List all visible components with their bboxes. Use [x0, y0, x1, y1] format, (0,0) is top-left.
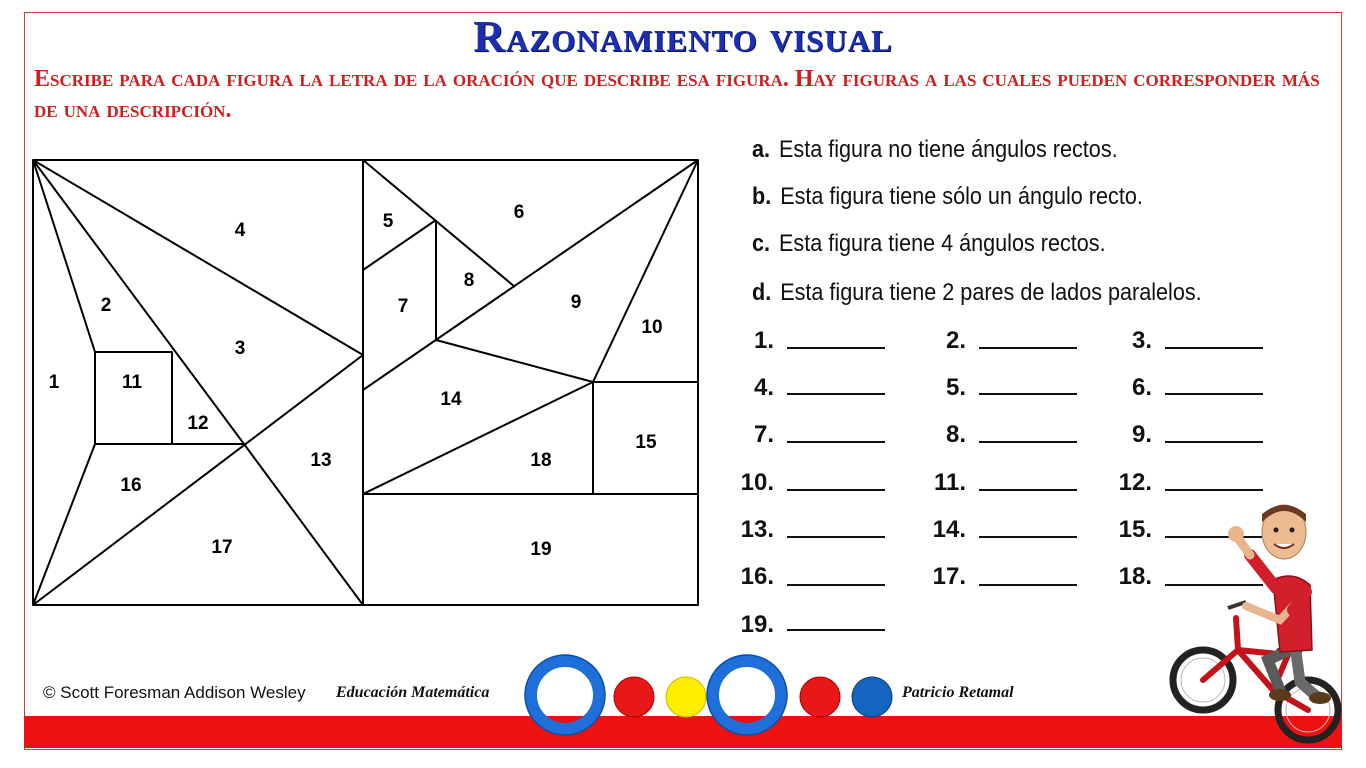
statement-d	[752, 279, 1202, 307]
statement-text: Esta figura tiene sólo un ángulo recto.	[780, 183, 1143, 210]
answer-label: 19.	[740, 611, 774, 638]
answer-label: 5.	[945, 374, 966, 401]
figure-label: 1	[48, 372, 60, 393]
instructions-text: Escribe para cada figura la letra de la oración que describe esa figura. Hay figuras a las cuales pueden corresponder más de una descripción.	[34, 66, 1320, 123]
figure-label: 18	[530, 450, 552, 471]
answer-blank[interactable]	[979, 536, 1077, 538]
answer-blank[interactable]	[979, 489, 1077, 491]
bike-rider-icon	[1168, 500, 1356, 755]
answer-blank[interactable]	[1165, 347, 1263, 349]
answer-label: 7.	[753, 421, 774, 448]
avatar-on-bike	[1168, 500, 1356, 760]
answer-label: 8.	[945, 421, 966, 448]
page-title: Razonamiento visual	[473, 12, 893, 61]
blue-dot-icon	[852, 677, 892, 717]
blue-ring-icon	[531, 661, 599, 729]
figure-canvas	[28, 155, 703, 610]
answer-blank[interactable]	[787, 393, 885, 395]
answer-label: 16.	[740, 563, 774, 590]
answer-blank[interactable]	[1165, 393, 1263, 395]
answer-label: 11.	[933, 469, 966, 496]
statement-letter: b.	[752, 183, 772, 210]
answer-blank[interactable]	[979, 441, 1077, 443]
answer-blank[interactable]	[787, 489, 885, 491]
answer-blank[interactable]	[979, 393, 1077, 395]
answer-blank[interactable]	[979, 584, 1077, 586]
blue-ring-icon	[713, 661, 781, 729]
figure-label: 14	[440, 389, 462, 410]
answer-label: 1.	[753, 327, 774, 354]
figure-label: 16	[120, 475, 142, 496]
figure-label: 4	[234, 220, 246, 241]
answer-label: 17.	[932, 563, 966, 590]
answer-blank[interactable]	[787, 584, 885, 586]
answer-label: 2.	[945, 327, 966, 354]
answer-label: 6.	[1131, 374, 1152, 401]
subject-text: Educación Matemática	[336, 684, 490, 701]
figure-label: 15	[635, 432, 657, 453]
answer-blank[interactable]	[787, 441, 885, 443]
figure-label: 17	[211, 537, 233, 558]
answer-blank[interactable]	[1165, 489, 1263, 491]
answer-blank[interactable]	[787, 536, 885, 538]
answer-blank[interactable]	[979, 347, 1077, 349]
answer-label: 15.	[1118, 516, 1152, 543]
statement-letter: c.	[752, 230, 771, 257]
statement-text: Esta figura tiene 2 pares de lados paralelos.	[780, 279, 1202, 306]
copyright-text: © Scott Foresman Addison Wesley	[43, 683, 306, 702]
figure-label: 11	[121, 372, 143, 393]
answer-label: 3.	[1131, 327, 1152, 354]
statement-letter: d.	[752, 279, 772, 306]
figure-label: 9	[570, 292, 582, 313]
answer-label: 13.	[740, 516, 774, 543]
answer-label: 14.	[932, 516, 966, 543]
figure-label: 2	[100, 295, 112, 316]
figure-label: 19	[530, 539, 552, 560]
figure-label: 5	[382, 211, 394, 232]
answer-label: 12.	[1118, 469, 1152, 496]
answer-blank[interactable]	[1165, 441, 1263, 443]
answer-label: 9.	[1131, 421, 1152, 448]
figure-label: 10	[641, 317, 663, 338]
statement-letter: a.	[752, 136, 771, 163]
statement-text: Esta figura tiene 4 ángulos rectos.	[779, 230, 1106, 257]
statement-text: Esta figura no tiene ángulos rectos.	[779, 136, 1118, 163]
red-dot-icon	[614, 677, 654, 717]
statement-c	[752, 230, 1106, 258]
yellow-dot-icon	[666, 677, 706, 717]
figure-number-labels	[49, 202, 663, 560]
figure-label: 8	[463, 270, 475, 291]
answer-blank[interactable]	[787, 629, 885, 631]
decorative-circles	[520, 650, 900, 750]
statement-b	[752, 183, 1143, 211]
figure-label: 7	[397, 296, 409, 317]
answer-label: 10.	[740, 469, 774, 496]
figure-label: 6	[513, 202, 525, 223]
figure-label: 12	[187, 413, 209, 434]
author-text: Patricio Retamal	[902, 684, 1014, 701]
red-dot-icon	[800, 677, 840, 717]
figure-label: 3	[234, 338, 246, 359]
answer-label: 4.	[753, 374, 774, 401]
answer-blank[interactable]	[787, 347, 885, 349]
answer-label: 18.	[1118, 563, 1152, 590]
figure-label: 13	[310, 450, 332, 471]
geometric-figure	[28, 155, 703, 615]
statement-a	[752, 136, 1118, 164]
